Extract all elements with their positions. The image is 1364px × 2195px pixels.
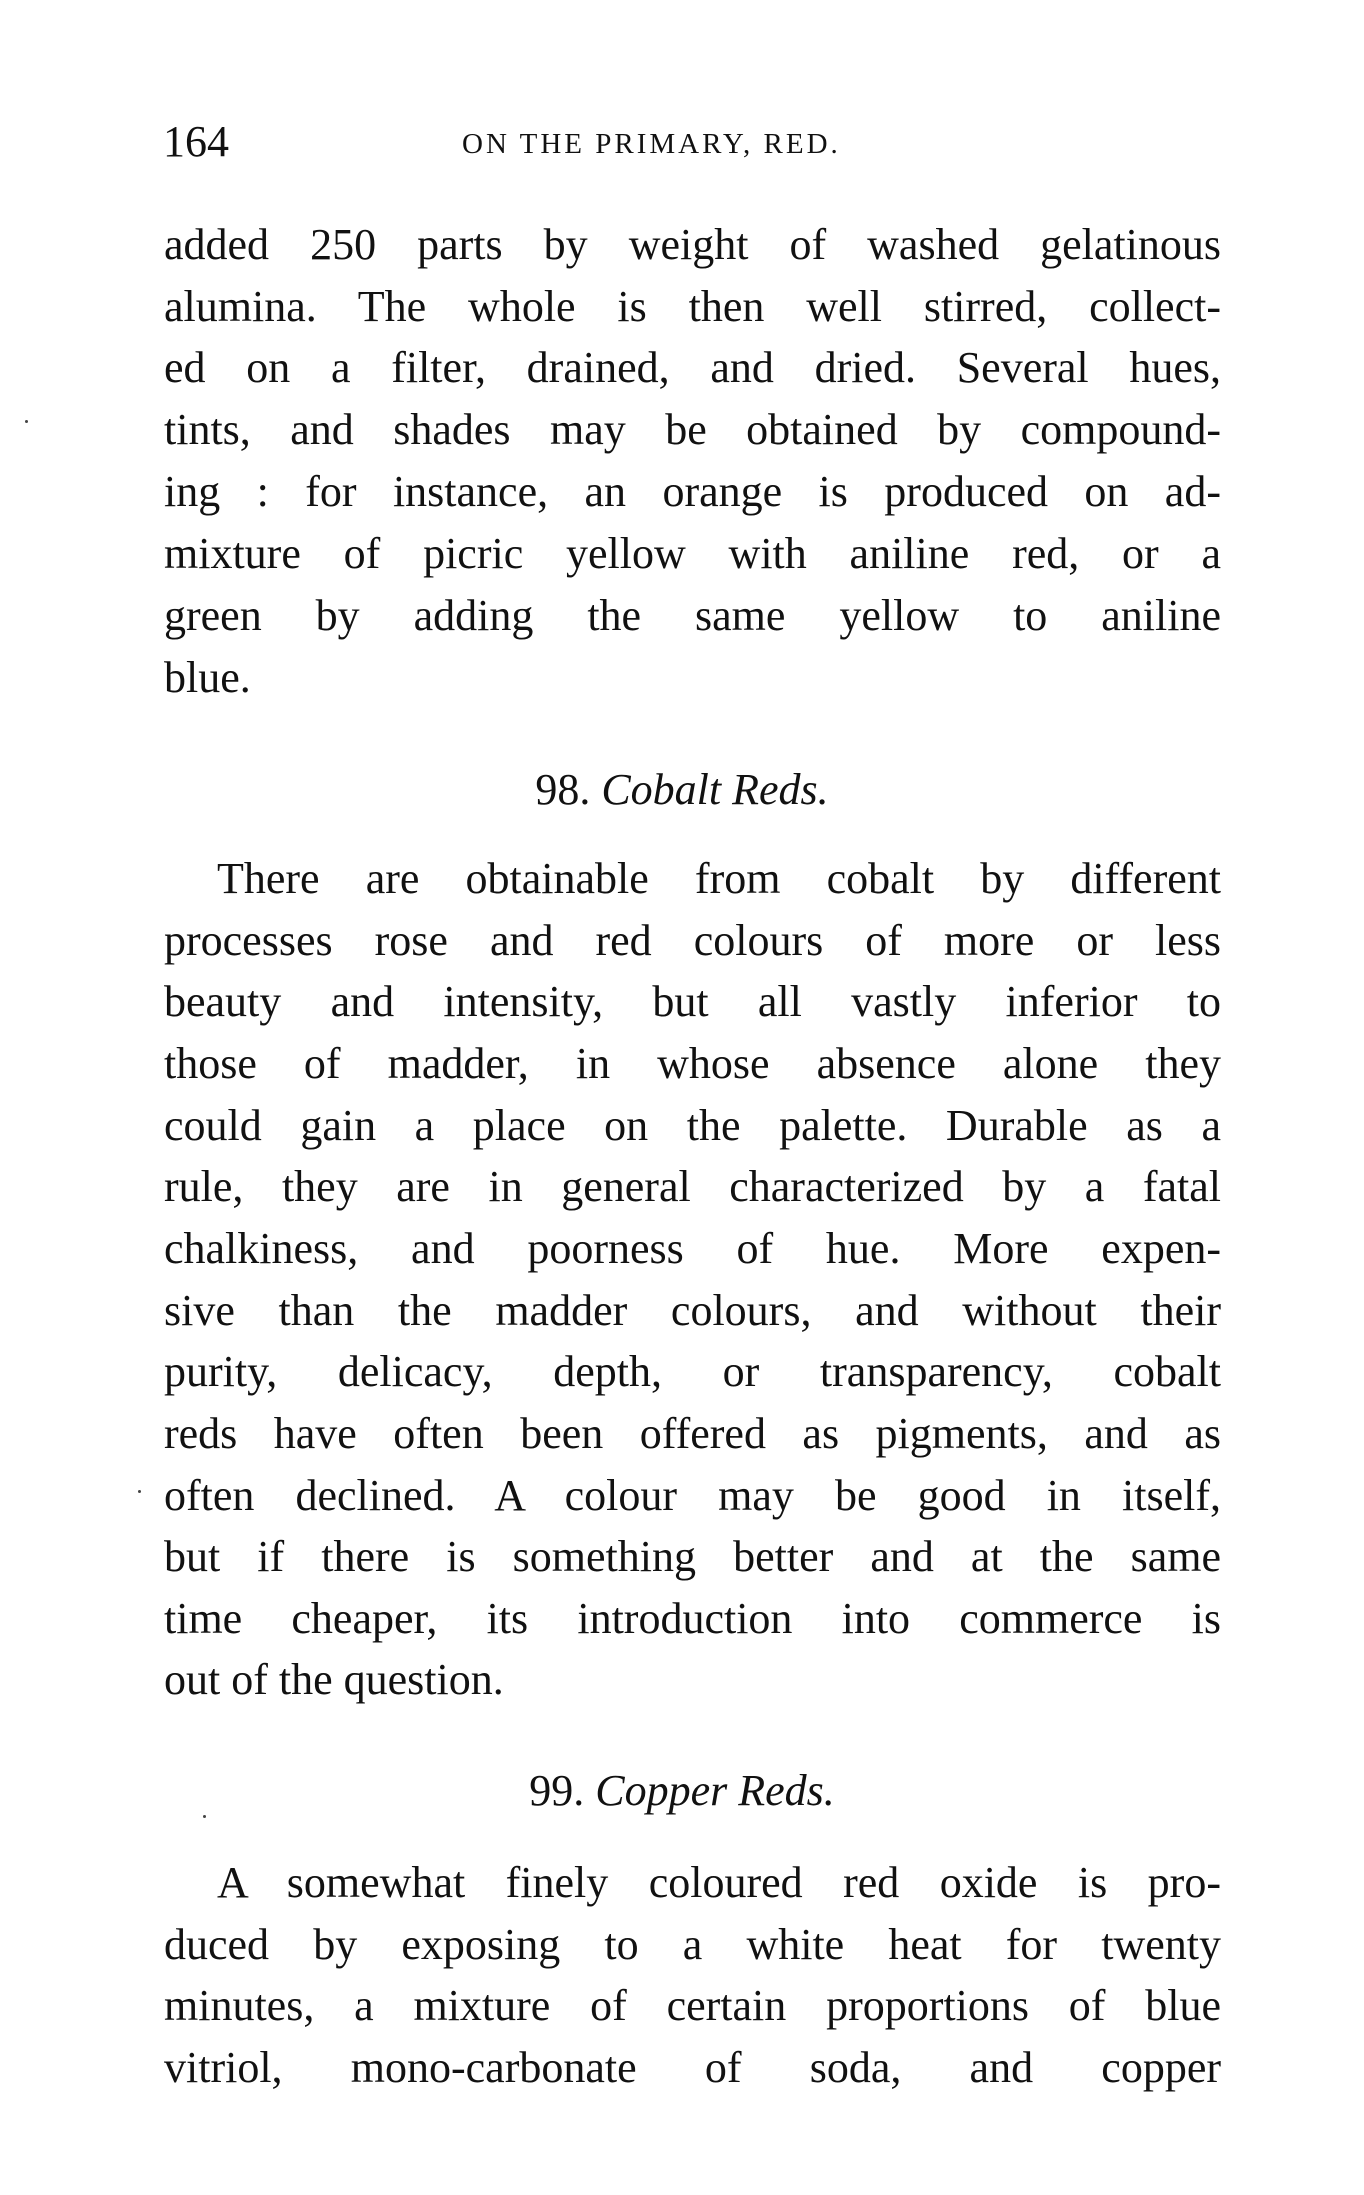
section-title: Cobalt Reds. (601, 765, 829, 814)
text-line: purity, delicacy, depth, or transparency, cobalt (164, 1347, 1221, 1396)
text-line: vitriol, mono-carbonate of soda, and copper (164, 2043, 1221, 2092)
text-line: rule, they are in general characterized by a fatal (164, 1162, 1221, 1211)
text-line: ed on a filter, drained, and dried. Several hues, (164, 343, 1221, 392)
running-head: ON THE PRIMARY, RED. (462, 128, 841, 160)
text-line: duced by exposing to a white heat for twenty (164, 1920, 1221, 1969)
text-line: processes rose and red colours of more or less (164, 916, 1221, 965)
text-line: beauty and intensity, but all vastly inferior to (164, 977, 1221, 1026)
text-line: A somewhat finely coloured red oxide is pro- (217, 1858, 1221, 1907)
text-line: minutes, a mixture of certain proportions of blue (164, 1981, 1221, 2030)
text-line: ing : for instance, an orange is produced on ad- (164, 467, 1221, 516)
scan-speck (138, 1490, 141, 1493)
text-line: time cheaper, its introduction into commerce is (164, 1594, 1221, 1643)
section-heading-99 (0, 1765, 1364, 1816)
text-line: but if there is something better and at the same (164, 1532, 1221, 1581)
section-number: 98. (535, 765, 591, 814)
scan-speck (203, 1815, 206, 1818)
text-line: There are obtainable from cobalt by different (217, 854, 1221, 903)
text-line: alumina. The whole is then well stirred, collect- (164, 282, 1221, 331)
text-line: green by adding the same yellow to aniline (164, 591, 1221, 640)
text-line: mixture of picric yellow with aniline red, or a (164, 529, 1221, 578)
scan-speck (25, 420, 28, 423)
text-line: blue. (164, 653, 251, 702)
text-line: often declined. A colour may be good in itself, (164, 1471, 1221, 1520)
text-line: tints, and shades may be obtained by compound- (164, 405, 1221, 454)
section-number: 99. (529, 1766, 585, 1815)
section-heading-98 (0, 764, 1364, 815)
text-line: sive than the madder colours, and without their (164, 1286, 1221, 1335)
text-line: reds have often been offered as pigments, and as (164, 1409, 1221, 1458)
page-number: 164 (163, 117, 229, 166)
text-line: out of the question. (164, 1655, 504, 1704)
text-line: chalkiness, and poorness of hue. More expen- (164, 1224, 1221, 1273)
text-line: those of madder, in whose absence alone they (164, 1039, 1221, 1088)
text-line: added 250 parts by weight of washed gelatinous (164, 220, 1221, 269)
section-title: Copper Reds. (595, 1766, 835, 1815)
text-line: could gain a place on the palette. Durable as a (164, 1101, 1221, 1150)
